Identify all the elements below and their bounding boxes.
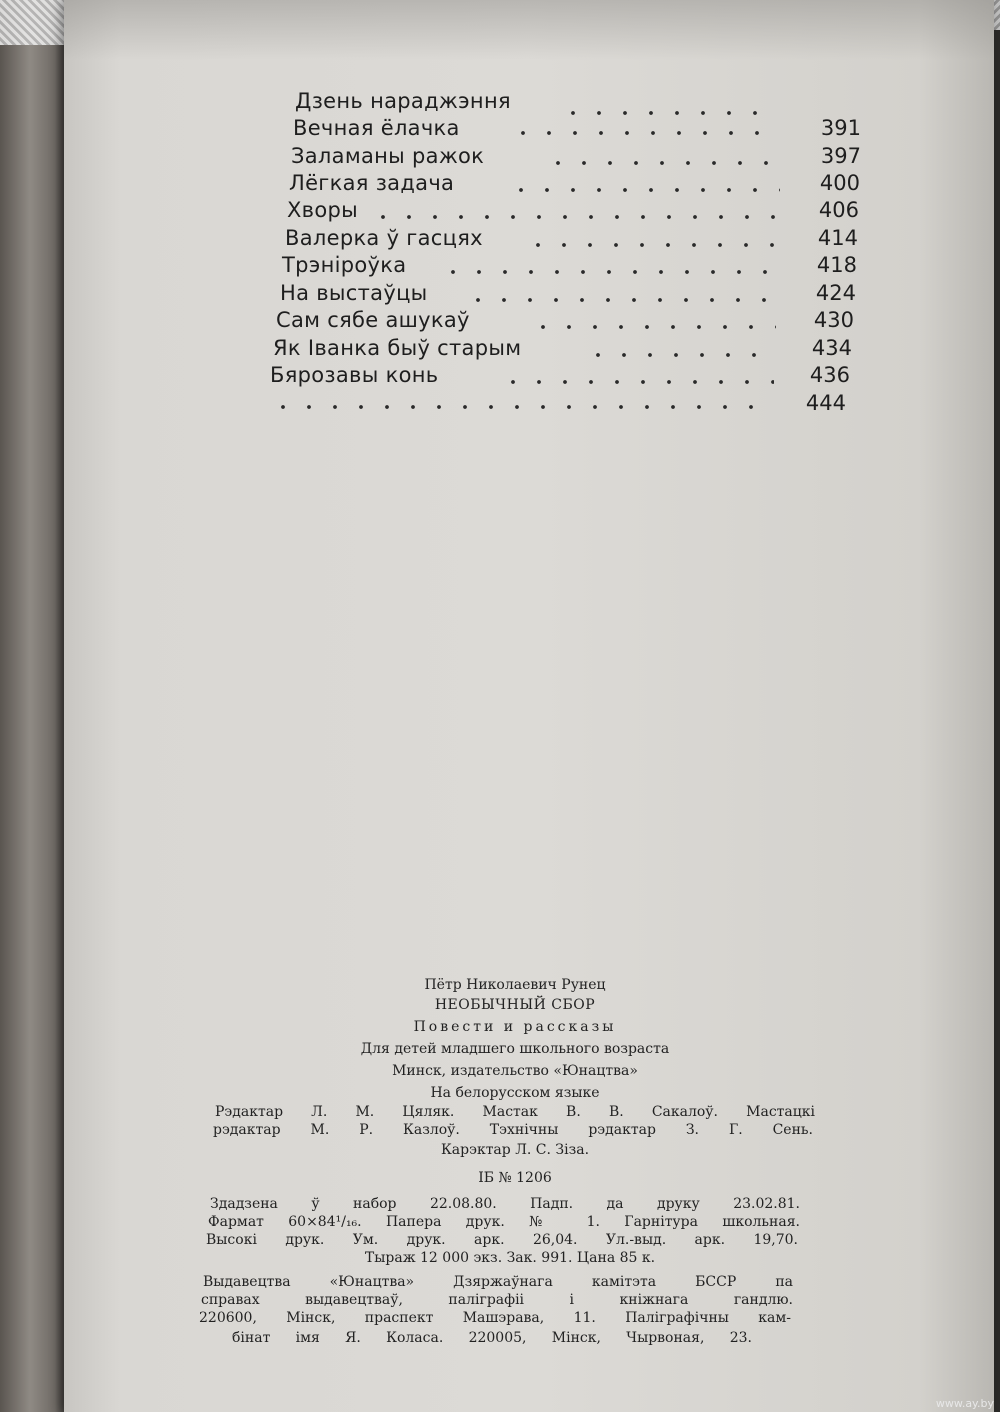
toc-entry-title: Вечная ёлачка [293, 116, 460, 140]
toc-entry-page: 424 [815, 281, 856, 305]
publisher-address-line: бінат імя Я. Коласа. 220005, Мінск, Чырвоная, 23. [232, 1330, 752, 1346]
toc-entry-page: 418 [816, 253, 857, 277]
site-watermark: www.ay.by [935, 1397, 994, 1410]
toc-entry-page: 400 [819, 171, 860, 195]
toc-entry-title: На выстаўцы [280, 281, 428, 305]
spec-line: Фармат 60×84¹/₁₆. Папера друк. № 1. Гарнітура школьная. [208, 1214, 800, 1230]
toc-entry-page: 430 [813, 308, 854, 332]
toc-entry-title: Заламаны ражок [291, 144, 485, 168]
editors-line: рэдактар М. Р. Казлоў. Тэхнічны рэдактар З. Г. Сень. [213, 1122, 813, 1138]
spec-line: Высокі друк. Ум. друк. арк. 26,04. Ул.-выд. арк. 19,70. [206, 1232, 798, 1248]
publisher-line: Минск, издательство «Юнацтва» [392, 1063, 638, 1079]
toc-entry-page: 436 [809, 363, 850, 387]
spec-line: Тыраж 12 000 экз. Зак. 991. Цана 85 к. [364, 1250, 656, 1266]
book-title: НЕОБЫЧНЫЙ СБОР [434, 997, 596, 1013]
publisher-address-line: Выдавецтва «Юнацтва» Дзяржаўнага камітэта БССР па [203, 1274, 793, 1290]
editors-line: Карэктар Л. С. Зіза. [440, 1142, 590, 1158]
toc-entry-title: Дзень нараджэння [295, 89, 511, 113]
toc-entry-title: Хворы [287, 198, 359, 222]
toc-entry-page: 397 [820, 144, 861, 168]
toc-entry-page: 414 [817, 226, 858, 250]
toc-entry-title: Лёгкая задача [289, 171, 455, 195]
toc-entry-page: 391 [820, 116, 861, 140]
toc-entry-title: Як Іванка быў старым [273, 336, 522, 360]
publisher-address-line: 220600, Мінск, праспект Машэрава, 11. Паліграфічны кам- [199, 1310, 791, 1326]
language-line: На белорусском языке [430, 1085, 600, 1101]
toc-entry-page: 444 [805, 391, 846, 415]
toc-entry-title: Валерка ў гасцях [285, 226, 483, 250]
toc-entry-page: 406 [818, 198, 859, 222]
editors-line: Рэдактар Л. М. Цяляк. Мастак В. В. Сакалоў. Мастацкі [215, 1104, 815, 1120]
ib-number: ІБ № 1206 [478, 1170, 552, 1186]
audience-line: Для детей младшего школьного возраста [360, 1041, 670, 1057]
toc-entry-title: Сам сябе ашукаў [276, 308, 470, 332]
author-name: Пётр Николаевич Рунец [424, 977, 606, 993]
spec-line: Здадзена ў набор 22.08.80. Падп. да друку 23.02.81. [210, 1196, 800, 1212]
genre-line: Повести и рассказы [413, 1019, 617, 1035]
toc-entry-title: Трэніроўка [282, 253, 407, 277]
toc-entry-page: 434 [811, 336, 852, 360]
toc-entry-title: Бярозавы конь [270, 363, 439, 387]
publisher-address-line: справах выдавецтваў, паліграфіі і кніжнага гандлю. [201, 1292, 793, 1308]
